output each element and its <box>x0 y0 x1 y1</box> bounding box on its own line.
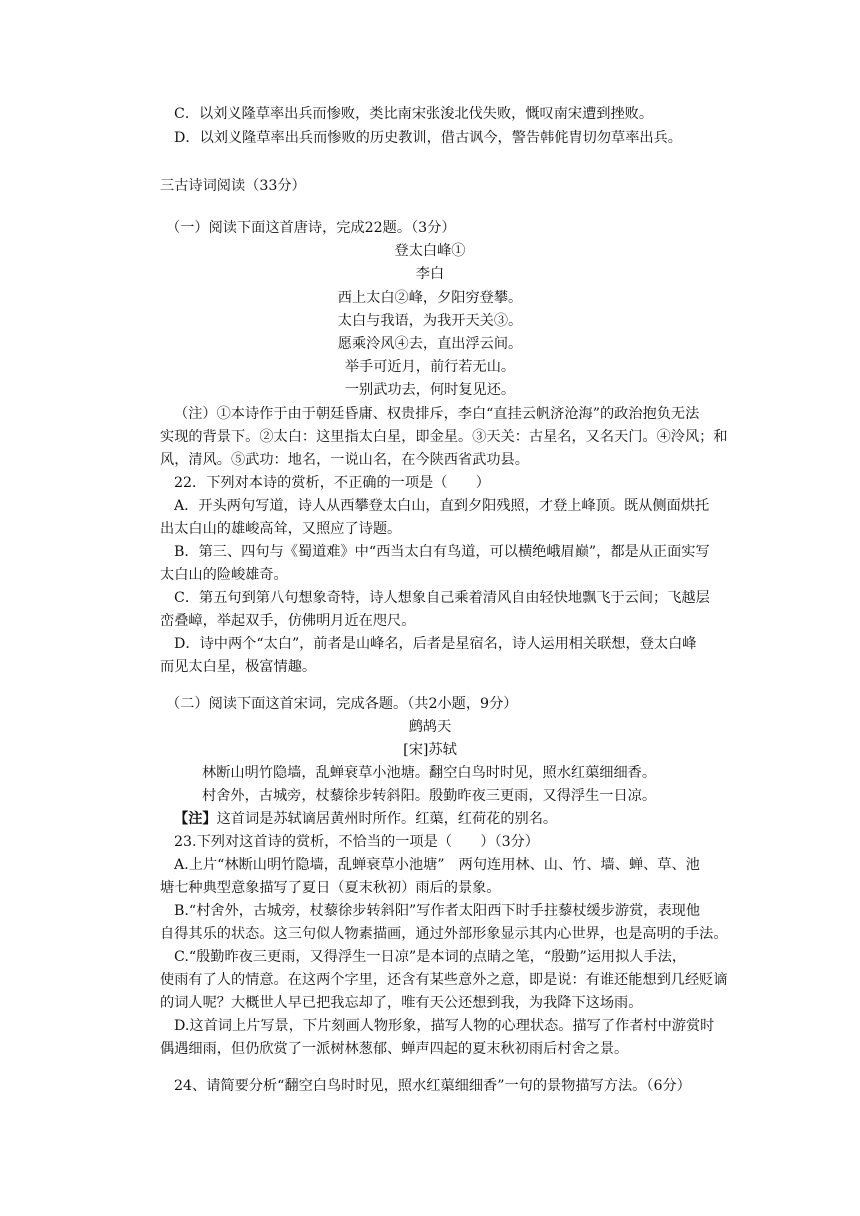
q23-option-c-cont: 使雨有了人的情意。在这两个字里，还含有某些意外之意，即是说：有谁还能想到几经贬谪 <box>160 972 728 988</box>
q23-option-b: B.“村舍外，古城旁，杖藜徐步转斜阳”写作者太阳西下时手拄藜杖缓步游赏，表现他 <box>174 903 701 919</box>
poem2-line: 村舍外，古城旁，杖藜徐步转斜阳。殷勤昨夜三更雨，又得浮生一日凉。 <box>202 788 657 804</box>
part2-intro: （二）阅读下面这首宋词，完成各题。（共2小题，9分） <box>166 696 518 712</box>
q22-option-c-cont: 峦叠嶂，举起双手，仿佛明月近在咫尺。 <box>160 613 416 629</box>
poem2-note <box>174 809 557 829</box>
q22-option-b: B．第三、四句与《蜀道难》中“西当太白有鸟道，可以横绝峨眉巅”，都是从正面实写 <box>174 544 710 560</box>
q23-option-a: A.上片“林断山明竹隐墙，乱蝉衰草小池塘” 两句连用林、山、竹、墙、蝉、草、池 <box>174 857 700 873</box>
poem2-author: [宋]苏轼 <box>403 742 457 758</box>
note-text: 这首词是苏轼谪居黄州时所作。红蕖，红荷花的别名。 <box>216 811 558 827</box>
poem1-note: 实现的背景下。②太白：这里指太白星，即金星。③天关：古星名，又名天门。④泠风；和 <box>160 429 728 445</box>
q22-option-d-cont: 而见太白星，极富情趣。 <box>160 659 317 675</box>
q22-option-b-cont: 太白山的险峻雄奇。 <box>160 567 288 583</box>
poem1-line: 一别武功去，何时复见还。 <box>344 382 516 398</box>
poem1-line: 太白与我语，为我开天关③。 <box>337 313 523 329</box>
q23-option-d-cont: 偶遇细雨，但仍欣赏了一派树林葱郁、蝉声四起的夏末秋初雨后村舍之景。 <box>160 1041 629 1057</box>
poem1-line: 西上太白②峰，夕阳穷登攀。 <box>337 290 523 306</box>
q23-option-d: D.这首词上片写景，下片刻画人物形象，描写人物的心理状态。描写了作者村中游赏时 <box>174 1018 715 1034</box>
question-23: 23.下列对这首诗的赏析，不恰当的一项是（ ）（3分） <box>174 834 539 850</box>
q23-option-c: C.“殷勤昨夜三更雨，又得浮生一日凉”是本词的点睛之笔，“殷勤”运用拟人手法， <box>174 949 687 965</box>
q23-option-a-cont: 塘七种典型意象描写了夏日（夏末秋初）雨后的景象。 <box>160 880 501 896</box>
poem1-author: 李白 <box>415 266 445 282</box>
q23-option-c-cont: 的词人呢？大概世人早已把我忘却了，唯有天公还想到我，为我降下这场雨。 <box>160 995 643 1011</box>
q22-option-d: D．诗中两个“太白”，前者是山峰名，后者是星宿名，诗人运用相关联想，登太白峰 <box>174 636 697 652</box>
part1-intro: （一）阅读下面这首唐诗，完成22题。（3分） <box>166 220 456 236</box>
poem2-line: 林断山明竹隐墙，乱蝉衰草小池塘。翻空白鸟时时见，照水红蕖细细香。 <box>202 765 657 781</box>
poem1-note: （注）①本诗作于由于朝廷昏庸、权贵排斥，李白“直挂云帆济沧海”的政治抱负无法 <box>174 406 700 422</box>
poem1-title: 登太白峰① <box>394 243 466 259</box>
q23-option-b-cont: 自得其乐的状态。这三句似人物素描画，通过外部形象显示其内心世界，也是高明的手法。 <box>160 926 728 942</box>
poem1-line: 愿乘泠风④去，直出浮云间。 <box>337 336 523 352</box>
question-24: 24、请简要分析“翻空白鸟时时见，照水红蕖细细香”一句的景物描写方法。（6分） <box>174 1078 691 1094</box>
poem1-line: 举手可近月，前行若无山。 <box>344 359 516 375</box>
q22-option-c: C．第五句到第八句想象奇特，诗人想象自己乘着清风自由轻快地飘飞于云间；飞越层 <box>174 590 710 606</box>
poem1-note: 风，清风。⑤武功：地名，一说山名，在今陕西省武功县。 <box>160 452 529 468</box>
q22-option-a-cont: 出太白山的雄峻高耸，又照应了诗题。 <box>160 521 402 537</box>
section-title: 三古诗词阅读（33分） <box>160 178 306 194</box>
note-label: 【注】 <box>174 811 217 827</box>
poem2-title: 鹧鸪天 <box>408 719 452 735</box>
prev-option-d: D．以刘义隆草率出兵而惨败的历史教训，借古讽今，警告韩侂胄切勿草率出兵。 <box>174 130 682 146</box>
q22-option-a: A．开头两句写道，诗人从西攀登太白山，直到夕阳残照，才登上峰顶。既从侧面烘托 <box>174 498 710 514</box>
prev-option-c: C．以刘义隆草率出兵而惨败，类比南宋张浚北伐失败，慨叹南宋遭到挫败。 <box>174 106 654 122</box>
question-22: 22．下列对本诗的赏析，不正确的一项是（ ） <box>174 475 490 491</box>
